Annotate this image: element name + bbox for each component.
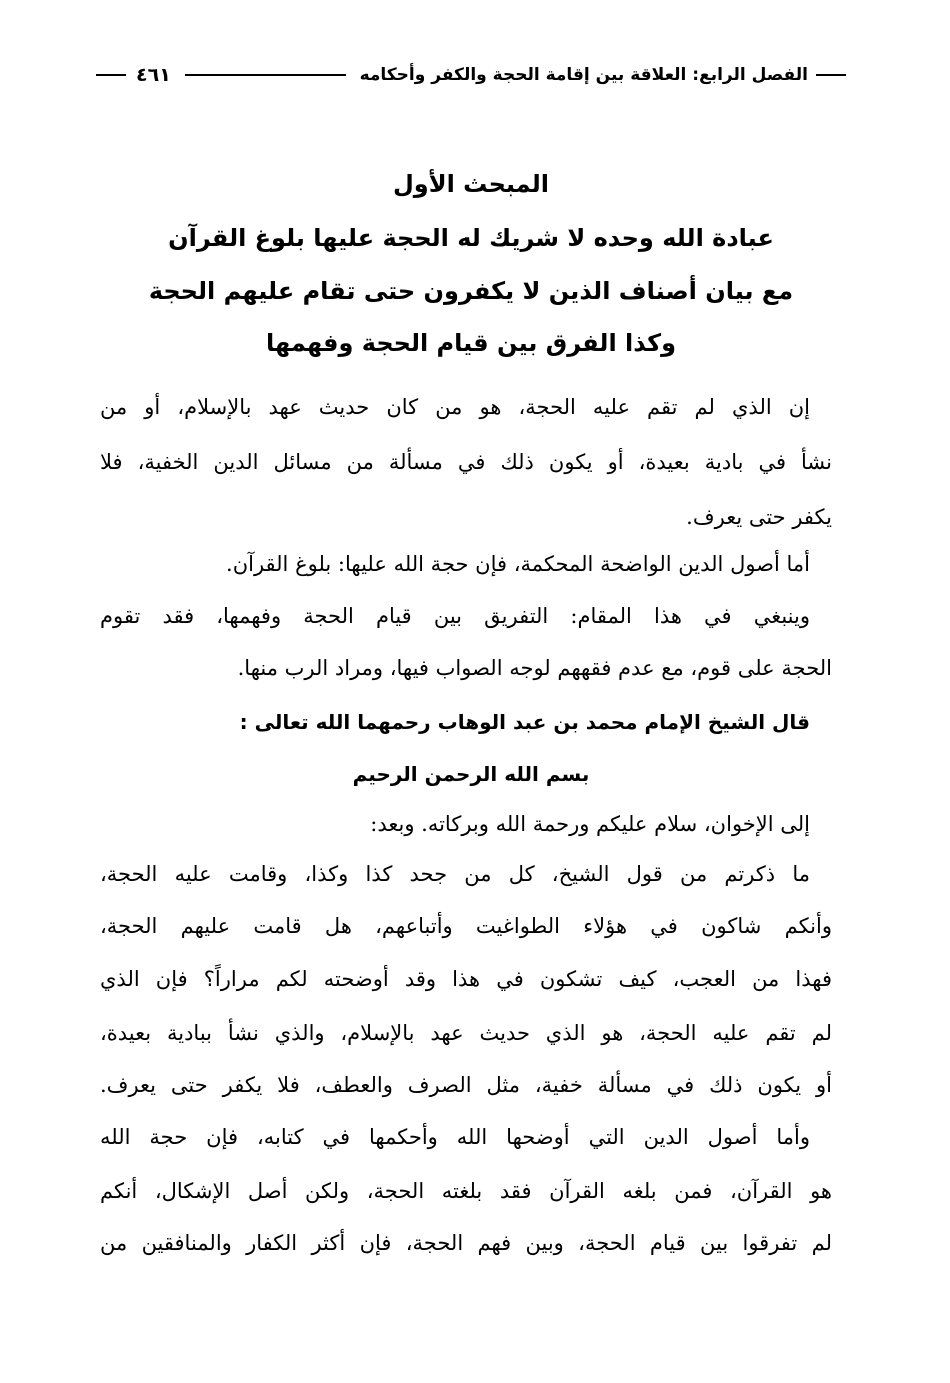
- chapter-title: الفصل الرابع: العلاقة بين إقامة الحجة والكفر وأحكامه: [359, 65, 808, 85]
- text-line: لم تقم عليه الحجة، هو الذي حديث عهد بالإسلام، والذي نشأ ببادية بعيدة،: [100, 1021, 832, 1045]
- section-subtitle-1: عبادة الله وحده لا شريك له الحجة عليها بلوغ القرآن: [168, 224, 774, 252]
- text-line: لم تفرقوا بين قيام الحجة، وبين فهم الحجة، فإن أكثر الكفار والمنافقين من: [100, 1231, 832, 1255]
- header-rule: [185, 74, 346, 76]
- text-line: الحجة على قوم، مع عدم فقههم لوجه الصواب فيها، ومراد الرب منها.: [237, 656, 832, 680]
- text-line: نشأ في بادية بعيدة، أو يكون ذلك في مسألة من مسائل الدين الخفية، فلا: [100, 450, 832, 474]
- text-line: أما أصول الدين الواضحة المحكمة، فإن حجة الله عليها: بلوغ القرآن.: [226, 552, 810, 576]
- text-line: إن الذي لم تقم عليه الحجة، هو من كان حديث عهد بالإسلام، أو من: [100, 395, 810, 419]
- text-line: وأنكم شاكون في هؤلاء الطواغيت وأتباعهم، هل قامت عليهم الحجة،: [100, 914, 832, 938]
- section-subtitle-3: وكذا الفرق بين قيام الحجة وفهمها: [266, 329, 676, 357]
- text-line: وأما أصول الدين التي أوضحها الله وأحكمها في كتابه، فإن حجة الله: [100, 1125, 810, 1149]
- text-line: ما ذكرتم من قول الشيخ، كل من جحد كذا وكذا، وقامت عليه الحجة،: [100, 862, 810, 886]
- text-line: هو القرآن، فمن بلغه القرآن فقد بلغته الحجة، ولكن أصل الإشكال، أنكم: [100, 1179, 832, 1203]
- page-number: ٤٦١: [136, 64, 171, 86]
- text-line: أو يكون ذلك في مسألة خفية، مثل الصرف والعطف، فلا يكفر حتى يعرف.: [100, 1073, 832, 1097]
- text-line: إلى الإخوان، سلام عليكم ورحمة الله وبركاته. وبعد:: [370, 812, 810, 836]
- header-dash-end: [96, 74, 126, 76]
- running-header: [96, 58, 846, 92]
- text-line: فهذا من العجب، كيف تشكون في هذا وقد أوضحته لكم مراراً؟ فإن الذي: [100, 967, 832, 991]
- text-line: وينبغي في هذا المقام: التفريق بين قيام الحجة وفهمها، فقد تقوم: [100, 604, 810, 628]
- basmala: بسم الله الرحمن الرحيم: [352, 762, 590, 786]
- section-heading: المبحث الأول: [392, 170, 550, 198]
- text-line: يكفر حتى يعرف.: [686, 505, 832, 529]
- section-subtitle-2: مع بيان أصناف الذين لا يكفرون حتى تقام عليهم الحجة: [148, 277, 794, 305]
- header-dash: [816, 74, 846, 76]
- quote-intro: قال الشيخ الإمام محمد بن عبد الوهاب رحمهما الله تعالى :: [239, 710, 810, 734]
